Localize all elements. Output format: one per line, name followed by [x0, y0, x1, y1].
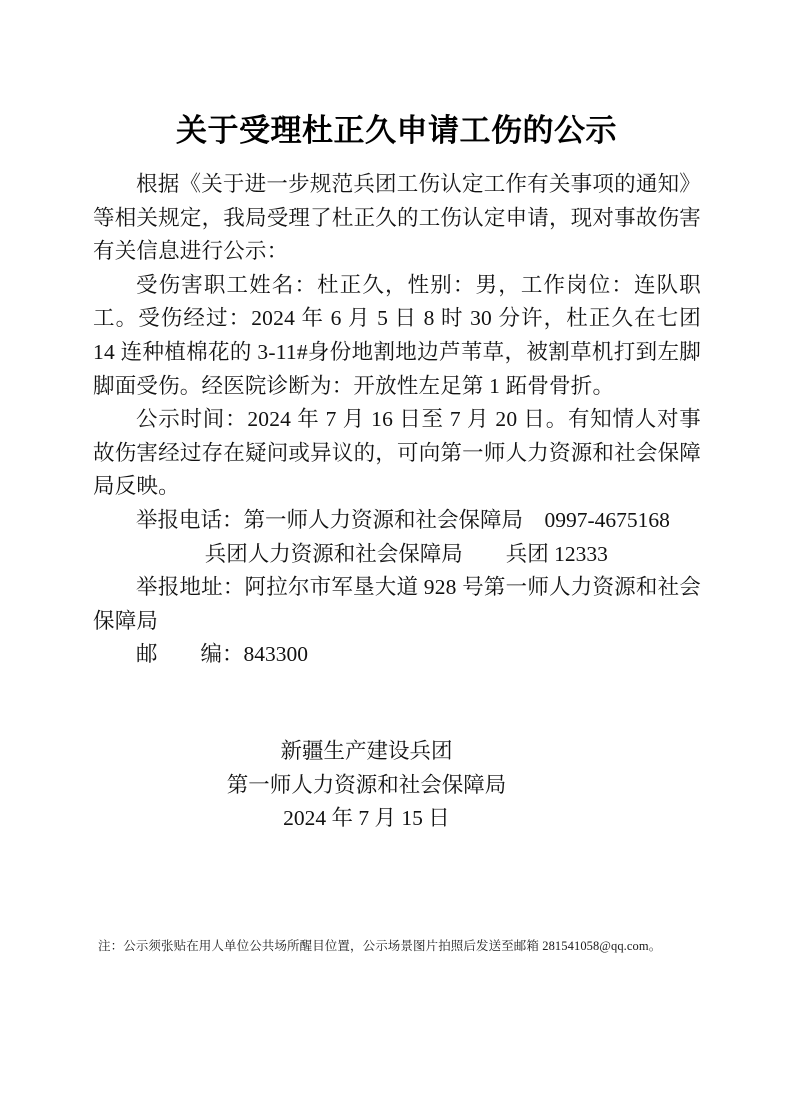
paragraph-injury-details: 受伤害职工姓名：杜正久，性别：男，工作岗位：连队职工。受伤经过：2024 年 6 月 5 日 8 时 30 分许，杜正久在七团 14 连种植棉花的 3-11#身份地割地边芦苇草，被割草机打到左脚脚面受伤。经医院诊断为：开放性左足第 1 跖骨骨折。: [93, 272, 701, 398]
signature-block: [0, 735, 793, 836]
contact-postcode-line: 邮 编：843300: [136, 642, 309, 667]
footnote-note: 注：公示须张贴在用人单位公共场所醒目位置，公示场景图片拍照后发送至邮箱 281541058@qq.com。: [98, 939, 662, 953]
signature-organization-bureau: 第一师人力资源和社会保障局: [226, 772, 507, 797]
document-body: [93, 168, 701, 672]
contact-phone-line-secondary: 兵团人力资源和社会保障局 兵团 12333: [204, 541, 608, 566]
paragraph-basis: 根据《关于进一步规范兵团工伤认定工作有关事项的通知》等相关规定，我局受理了杜正久的工伤认定申请，现对事故伤害有关信息进行公示：: [93, 172, 701, 264]
contact-address-line: 举报地址：阿拉尔市军垦大道 928 号第一师人力资源和社会保障局: [93, 575, 701, 633]
page-title: 关于受理杜正久申请工伤的公示: [176, 112, 617, 148]
signature-date: 2024 年 7 月 15 日: [283, 806, 450, 831]
signature-organization-corps: 新疆生产建设兵团: [280, 739, 453, 763]
contact-phone-line-primary: 举报电话：第一师人力资源和社会保障局 0997-4675168: [136, 507, 670, 532]
paragraph-publicity-period: 公示时间：2024 年 7 月 16 日至 7 月 20 日。有知情人对事故伤害经过存在疑问或异议的，可向第一师人力资源和社会保障局反映。: [93, 407, 701, 499]
